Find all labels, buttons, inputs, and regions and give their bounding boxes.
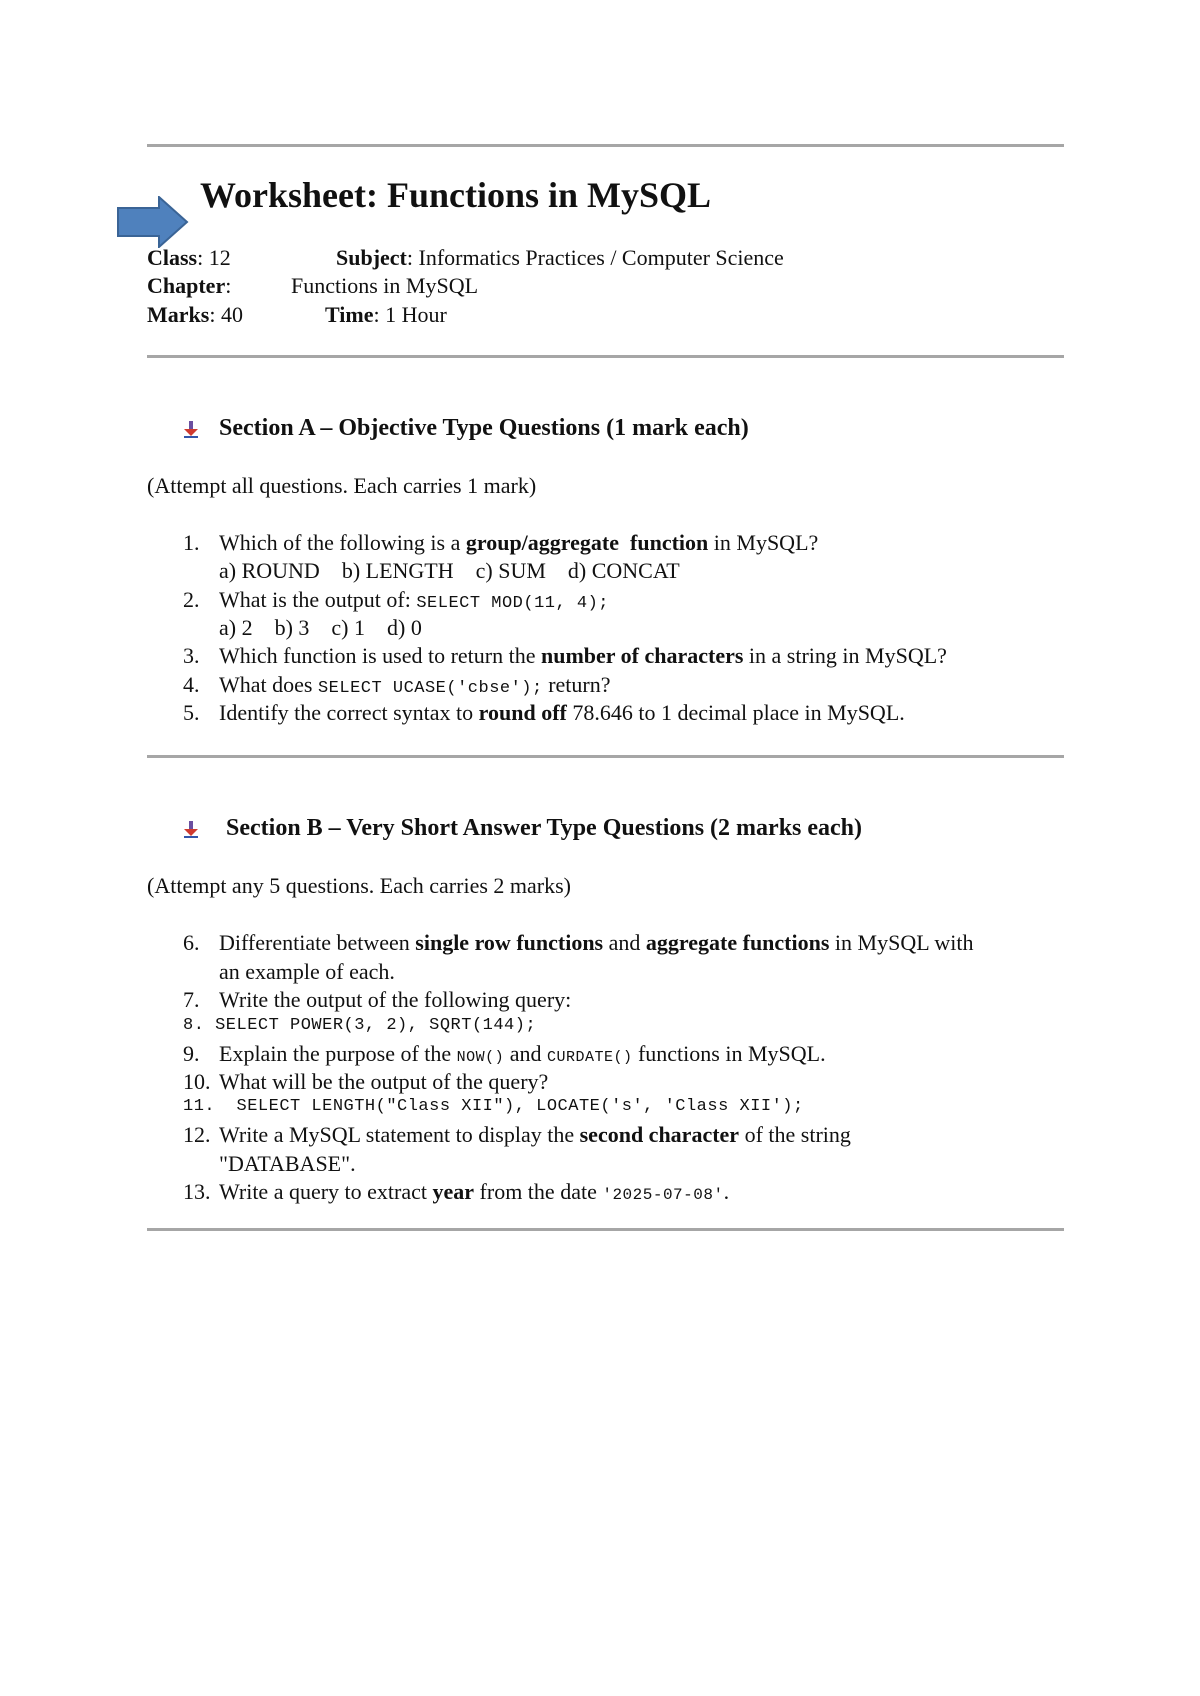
- question-bold: group/aggregate function: [465, 530, 709, 555]
- subject-label: Subject: [336, 245, 407, 270]
- chapter-text: Functions in MySQL: [291, 273, 479, 298]
- question-code: SELECT MOD(11, 4);: [416, 594, 609, 613]
- question-number: 1.: [183, 530, 200, 555]
- question-number: 6.: [183, 930, 200, 955]
- chapter-line: [147, 272, 231, 300]
- question-bold: second character: [579, 1122, 740, 1147]
- question-text: Differentiate between: [219, 930, 416, 955]
- time-label: Time: [325, 302, 374, 327]
- question-text-mid: and: [603, 930, 646, 955]
- question-text-end: .: [723, 1179, 730, 1204]
- question-1: [183, 529, 818, 557]
- question-code: SELECT UCASE('cbse');: [317, 679, 543, 698]
- question-text: Which of the following is a: [219, 530, 466, 555]
- question-text: Write a MySQL statement to display the: [219, 1122, 580, 1147]
- question-text-mid: from the date: [474, 1179, 603, 1204]
- question-10: [183, 1068, 548, 1096]
- question-number: 9.: [183, 1041, 200, 1066]
- question-text-end: return?: [542, 672, 611, 697]
- question-13: [183, 1178, 729, 1209]
- question-bold-2: aggregate functions: [645, 930, 830, 955]
- divider-top: [147, 144, 1064, 147]
- question-bold: number of characters: [540, 643, 744, 668]
- question-bold: year: [432, 1179, 475, 1204]
- question-text-end: in MySQL with: [829, 930, 974, 955]
- question-1-options: a) ROUND b) LENGTH c) SUM d) CONCAT: [219, 558, 680, 583]
- question-3: [183, 642, 947, 670]
- section-b-instruction: (Attempt any 5 questions. Each carries 2 marks): [147, 873, 571, 898]
- class-value: : 12: [197, 245, 231, 270]
- question-12: [183, 1121, 851, 1149]
- question-6: [183, 929, 973, 957]
- question-code-2: CURDATE(): [546, 1049, 633, 1066]
- question-text: Identify the correct syntax to: [219, 700, 479, 725]
- question-11-code: 11. SELECT LENGTH("Class XII"), LOCATE('s', 'Class XII');: [183, 1097, 804, 1116]
- question-text-end: in a string in MySQL?: [743, 643, 947, 668]
- question-text-mid: and: [504, 1041, 547, 1066]
- question-number: 7.: [183, 987, 200, 1012]
- chapter-colon: :: [225, 273, 232, 298]
- question-text-end: 78.646 to 1 decimal place in MySQL.: [566, 700, 905, 725]
- section-b-title: Section B – Very Short Answer Type Questions (2 marks each): [226, 815, 863, 841]
- question-text: Explain the purpose of the: [219, 1041, 457, 1066]
- marks-label: Marks: [147, 302, 210, 327]
- class-line: [147, 244, 231, 272]
- page-title: Worksheet: Functions in MySQL: [200, 175, 712, 215]
- question-text: What is the output of:: [219, 587, 417, 612]
- question-number: 13.: [183, 1179, 211, 1204]
- question-text-end: of the string: [739, 1122, 851, 1147]
- question-bold: single row functions: [415, 930, 604, 955]
- question-number: 3.: [183, 643, 200, 668]
- chapter-label: Chapter: [147, 273, 226, 298]
- section-a-title: Section A – Objective Type Questions (1 mark each): [219, 415, 749, 441]
- section-a-bullet-icon: [182, 420, 200, 438]
- question-text-end: in MySQL?: [708, 530, 819, 555]
- question-number: 10.: [183, 1069, 211, 1094]
- divider-section-b-bottom: [147, 1228, 1064, 1231]
- question-code: '2025-07-08': [602, 1186, 724, 1204]
- question-text-end: functions in MySQL.: [632, 1041, 826, 1066]
- question-text: What does: [219, 672, 318, 697]
- marks-line: [147, 301, 243, 329]
- subject-line: [336, 244, 784, 272]
- class-label: Class: [147, 245, 198, 270]
- question-code: NOW(): [456, 1049, 505, 1066]
- time-line: [325, 301, 447, 329]
- question-text: Write the output of the following query:: [219, 987, 572, 1012]
- question-text: What will be the output of the query?: [219, 1069, 549, 1094]
- question-number: 2.: [183, 587, 200, 612]
- question-6-line-2: an example of each.: [219, 959, 395, 984]
- question-number: 12.: [183, 1122, 211, 1147]
- question-number: 4.: [183, 672, 200, 697]
- section-b-bullet-icon: [182, 820, 200, 838]
- question-12-line-2: "DATABASE".: [219, 1151, 356, 1176]
- divider-section-a-bottom: [147, 755, 1064, 758]
- section-a-instruction: (Attempt all questions. Each carries 1 mark): [147, 473, 537, 498]
- question-5: [183, 699, 905, 727]
- right-arrow-icon: [117, 196, 189, 248]
- question-bold: round off: [478, 700, 567, 725]
- question-number: 5.: [183, 700, 200, 725]
- question-text: Which function is used to return the: [219, 643, 541, 668]
- question-2-options: a) 2 b) 3 c) 1 d) 0: [219, 615, 422, 640]
- question-text: Write a query to extract: [219, 1179, 433, 1204]
- question-7: [183, 986, 571, 1014]
- subject-value: : Informatics Practices / Computer Science: [406, 245, 784, 270]
- question-8-code: 8. SELECT POWER(3, 2), SQRT(144);: [183, 1016, 537, 1035]
- time-value: : 1 Hour: [373, 302, 447, 327]
- marks-value: : 40: [209, 302, 243, 327]
- divider-header-bottom: [147, 355, 1064, 358]
